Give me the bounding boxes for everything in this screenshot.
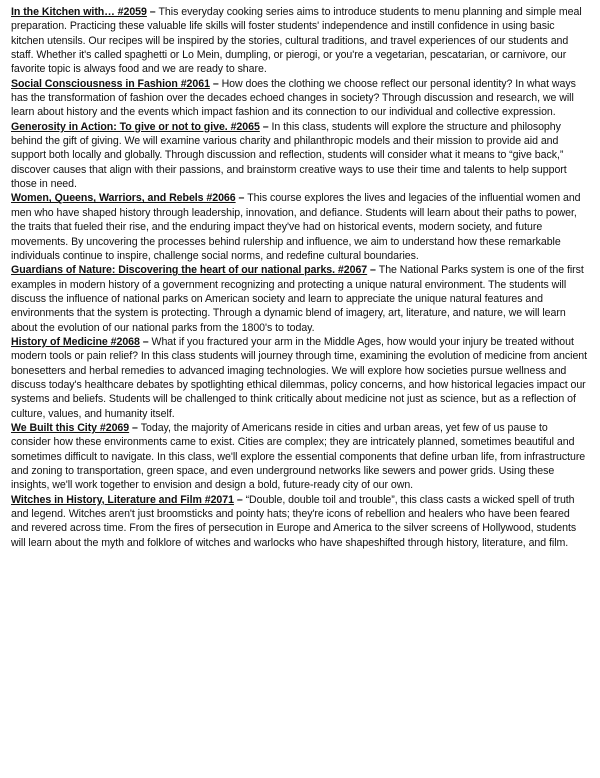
course-description: How does the clothing we choose reflect our personal identity? In what ways has the transformation of fashion over the decades echoed changes in society? Through discussion and research, we will learn about history and the events which impact fashion and its connection to our individual and collective expression.: [11, 77, 576, 119]
course-description: Today, the majority of Americans reside in cities and urban areas, yet few of us pause to consider how these environments came to exist. Cities are complex; they are intricately planned, sometimes beautiful and sometimes difficult to navigate. In this class, we'll explore the essential components that define urban life, from infrastructure and zoning to transportation, green space, and even underground networks like sewers and power grids. Using these insights, we'll work together to envision and design a bold, future-ready city of our own.: [11, 421, 586, 492]
course-title: Guardians of Nature: Discovering the heart of our national parks. #2067: [11, 264, 368, 277]
course-entry-kitchen: [11, 5, 589, 77]
title-separator: –: [146, 6, 159, 18]
course-description: What if you fractured your arm in the Middle Ages, how would your injury be treated without modern tools or pain relief? In this class students will journey through time, examining the evolution of medicine from ancient bonesetters and herbal remedies to advanced imaging technologies. We will explore how societies pursue wellness and discuss today's healthcare debates by spotlighting ethical dilemmas, policy concerns, and how historical legacies impact our systems and beliefs. Students will be challenged to think critically about medicine not just as science, but as a reflection of culture, values, and humanity itself.: [11, 335, 588, 420]
course-entry-city: [11, 421, 589, 493]
title-separator: –: [235, 192, 248, 205]
title-separator: –: [209, 77, 222, 90]
course-entry-witches: [11, 493, 589, 550]
course-entry-fashion: [11, 77, 589, 120]
course-title: Generosity in Action: To give or not to give. #2065: [11, 120, 260, 133]
title-separator: –: [233, 493, 246, 506]
course-title: Social Consciousness in Fashion #2061: [11, 77, 210, 90]
course-title: Witches in History, Literature and Film #2071: [11, 493, 234, 506]
course-description: “Double, double toil and trouble”, this class casts a wicked spell of truth and legend. Witches aren't just broomsticks and pointy hats; they're icons of rebellion and healers who have been feared and revered across time. From the fires of persecution in Europe and America to the silver screens of Hollywood, students will learn about the myth and folklore of witches and warlocks who have shapeshifted through history, literature, and film.: [11, 493, 577, 549]
title-separator: –: [259, 120, 272, 133]
course-entry-medicine: [11, 335, 589, 421]
title-separator: –: [367, 264, 379, 277]
course-description: This course explores the lives and legacies of the influential women and men who have shaped history through leadership, innovation, and defiance. Students will learn about their paths to power, the traits that fueled their rise, and the enduring impact they've had on historical events, modern society, and future movements. By uncovering the processes behind rulership and influence, we aim to understand how these remarkable individuals continue to inspire, challenge social norms, and redefine cultural boundaries.: [11, 192, 581, 262]
title-separator: –: [129, 421, 141, 434]
course-title: History of Medicine #2068: [11, 335, 140, 348]
course-entry-women-queens: [11, 191, 589, 263]
course-title: We Built this City #2069: [11, 421, 130, 434]
title-separator: –: [139, 335, 152, 348]
course-title: In the Kitchen with… #2059: [11, 6, 147, 18]
course-entry-national-parks: [11, 263, 589, 335]
course-description: In this class, students will explore the structure and philosophy behind the gift of giving. We will examine various charity and philanthropic models and their mission to provide aid and support both locally and globally. Through discussion and reflection, students will consider what it means to “give back,” discover causes that align with their passions, and brainstorm creative ways to use their time and talents to help support those in need.: [11, 120, 567, 191]
course-description: This everyday cooking series aims to introduce students to menu planning and simple meal preparation. Practicing these valuable life skills will foster students' independence and instill confidence in using basic kitchen utensils. Our recipes will be inspired by the stories, cultural traditions, and travel experiences of our students and staff. Whether it's called spaghetti or Lo Mein, dumpling, or pierogi, or you're a vegetarian, pescatarian, or carnivore, our favorite topic is always food and we are ready to share.: [11, 6, 582, 76]
course-catalog-page: [11, 5, 589, 550]
course-entry-generosity: [11, 120, 589, 192]
course-title: Women, Queens, Warriors, and Rebels #2066: [11, 192, 236, 205]
course-description: The National Parks system is one of the first examples in modern history of a government recognizing and protecting a unique natural environment. The students will discuss the influence of national parks on American society and learn to appreciate the unique natural features and environments that the system is protecting. Through a dynamic blend of imagery, art, literature, and nature, we will learn about the evolution of our national parks from the 1800's to today.: [11, 264, 584, 334]
